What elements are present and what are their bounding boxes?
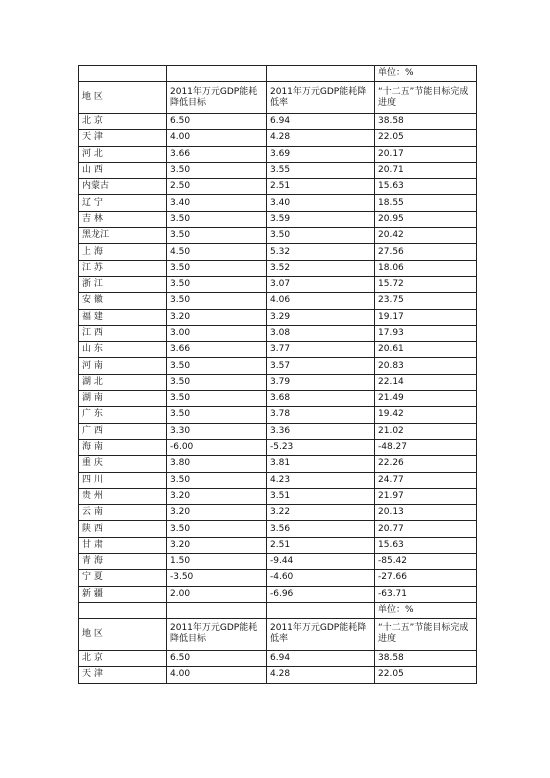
- actual-cell: 3.51: [267, 488, 375, 504]
- table-row: [79, 374, 477, 390]
- actual-cell: 3.77: [267, 342, 375, 358]
- region-cell: 河 南: [79, 358, 167, 374]
- unit-row-blank-cell: [267, 66, 375, 82]
- header-target: 2011年万元GDP能耗降低目标: [167, 82, 267, 114]
- progress-cell: 21.49: [375, 391, 477, 407]
- actual-cell: 6.94: [267, 650, 375, 666]
- progress-cell: 38.58: [375, 114, 477, 130]
- region-cell: 湖 南: [79, 391, 167, 407]
- target-cell: 3.50: [167, 260, 267, 276]
- region-cell: 浙 江: [79, 276, 167, 292]
- table-row: [79, 342, 477, 358]
- progress-cell: 20.95: [375, 211, 477, 227]
- actual-cell: 2.51: [267, 179, 375, 195]
- region-cell: 吉 林: [79, 211, 167, 227]
- region-cell: 宁 夏: [79, 570, 167, 586]
- header-row: [79, 82, 477, 114]
- target-cell: 3.50: [167, 293, 267, 309]
- actual-cell: 3.40: [267, 195, 375, 211]
- target-cell: 4.50: [167, 244, 267, 260]
- table-row: [79, 162, 477, 178]
- table-row: [79, 537, 477, 553]
- table-row: [79, 391, 477, 407]
- region-cell: 江 西: [79, 325, 167, 341]
- table-row: [79, 146, 477, 162]
- region-cell: 黑龙江: [79, 228, 167, 244]
- target-cell: -3.50: [167, 570, 267, 586]
- header-progress: “十二五”节能目标完成进度: [375, 82, 477, 114]
- actual-cell: 3.22: [267, 505, 375, 521]
- table-row: [79, 407, 477, 423]
- region-cell: 辽 宁: [79, 195, 167, 211]
- region-cell: 广 西: [79, 423, 167, 439]
- actual-cell: -5.23: [267, 439, 375, 455]
- region-cell: 天 津: [79, 667, 167, 683]
- region-cell: 北 京: [79, 114, 167, 130]
- actual-cell: -4.60: [267, 570, 375, 586]
- table-row: [79, 244, 477, 260]
- target-cell: 3.20: [167, 505, 267, 521]
- unit-row-blank-cell: [167, 602, 267, 618]
- region-cell: 青 海: [79, 554, 167, 570]
- header-progress: “十二五”节能目标完成进度: [375, 618, 477, 650]
- table-row: [79, 276, 477, 292]
- actual-cell: 3.29: [267, 309, 375, 325]
- target-cell: 6.50: [167, 114, 267, 130]
- actual-cell: 3.56: [267, 521, 375, 537]
- header-region: 地 区: [79, 618, 167, 650]
- progress-cell: -63.71: [375, 586, 477, 602]
- table-row: [79, 439, 477, 455]
- table-row: [79, 456, 477, 472]
- actual-cell: 4.28: [267, 667, 375, 683]
- table-row: [79, 114, 477, 130]
- header-actual: 2011年万元GDP能耗降低率: [267, 618, 375, 650]
- table-row: [79, 586, 477, 602]
- actual-cell: 3.36: [267, 423, 375, 439]
- target-cell: 3.20: [167, 488, 267, 504]
- target-cell: 4.00: [167, 130, 267, 146]
- table-row: [79, 309, 477, 325]
- progress-cell: 18.06: [375, 260, 477, 276]
- table-row: [79, 260, 477, 276]
- progress-cell: 20.77: [375, 521, 477, 537]
- target-cell: 1.50: [167, 554, 267, 570]
- actual-cell: 3.52: [267, 260, 375, 276]
- progress-cell: 38.58: [375, 650, 477, 666]
- target-cell: 2.00: [167, 586, 267, 602]
- table-row: [79, 179, 477, 195]
- target-cell: 3.66: [167, 342, 267, 358]
- actual-cell: 3.57: [267, 358, 375, 374]
- progress-cell: 20.13: [375, 505, 477, 521]
- actual-cell: 3.68: [267, 391, 375, 407]
- table-row: [79, 228, 477, 244]
- target-cell: 3.00: [167, 325, 267, 341]
- actual-cell: 3.07: [267, 276, 375, 292]
- actual-cell: 3.59: [267, 211, 375, 227]
- header-actual: 2011年万元GDP能耗降低率: [267, 82, 375, 114]
- progress-cell: -48.27: [375, 439, 477, 455]
- progress-cell: -27.66: [375, 570, 477, 586]
- progress-cell: 22.05: [375, 130, 477, 146]
- actual-cell: 5.32: [267, 244, 375, 260]
- target-cell: 3.40: [167, 195, 267, 211]
- target-cell: 3.30: [167, 423, 267, 439]
- progress-cell: 21.97: [375, 488, 477, 504]
- unit-row-blank-cell: [79, 602, 167, 618]
- table-row: [79, 211, 477, 227]
- progress-cell: 19.42: [375, 407, 477, 423]
- target-cell: 3.50: [167, 162, 267, 178]
- region-cell: 新 疆: [79, 586, 167, 602]
- progress-cell: 22.05: [375, 667, 477, 683]
- header-region: 地 区: [79, 82, 167, 114]
- progress-cell: 27.56: [375, 244, 477, 260]
- unit-row: [79, 66, 477, 82]
- actual-cell: 3.78: [267, 407, 375, 423]
- progress-cell: 20.83: [375, 358, 477, 374]
- actual-cell: 4.28: [267, 130, 375, 146]
- target-cell: -6.00: [167, 439, 267, 455]
- progress-cell: 15.72: [375, 276, 477, 292]
- table-row: [79, 293, 477, 309]
- region-cell: 安 徽: [79, 293, 167, 309]
- unit-row-blank-cell: [267, 602, 375, 618]
- progress-cell: 21.02: [375, 423, 477, 439]
- target-cell: 3.50: [167, 407, 267, 423]
- table-row: [79, 570, 477, 586]
- progress-cell: 18.55: [375, 195, 477, 211]
- table-row: [79, 423, 477, 439]
- region-cell: 福 建: [79, 309, 167, 325]
- progress-cell: 22.26: [375, 456, 477, 472]
- unit-label: 单位：%: [375, 66, 477, 82]
- actual-cell: 3.08: [267, 325, 375, 341]
- table-row: [79, 325, 477, 341]
- region-cell: 陕 西: [79, 521, 167, 537]
- actual-cell: 2.51: [267, 537, 375, 553]
- header-target: 2011年万元GDP能耗降低目标: [167, 618, 267, 650]
- region-cell: 云 南: [79, 505, 167, 521]
- unit-label: 单位：%: [375, 602, 477, 618]
- target-cell: 3.50: [167, 521, 267, 537]
- target-cell: 4.00: [167, 667, 267, 683]
- region-cell: 重 庆: [79, 456, 167, 472]
- target-cell: 3.50: [167, 391, 267, 407]
- actual-cell: -9.44: [267, 554, 375, 570]
- target-cell: 3.20: [167, 537, 267, 553]
- unit-row-blank-cell: [167, 66, 267, 82]
- target-cell: 6.50: [167, 650, 267, 666]
- target-cell: 3.20: [167, 309, 267, 325]
- region-cell: 山 西: [79, 162, 167, 178]
- target-cell: 2.50: [167, 179, 267, 195]
- region-cell: 上 海: [79, 244, 167, 260]
- table-row: [79, 130, 477, 146]
- table-row: [79, 195, 477, 211]
- region-cell: 海 南: [79, 439, 167, 455]
- region-cell: 江 苏: [79, 260, 167, 276]
- region-cell: 贵 州: [79, 488, 167, 504]
- region-cell: 甘 肃: [79, 537, 167, 553]
- target-cell: 3.50: [167, 374, 267, 390]
- actual-cell: 3.81: [267, 456, 375, 472]
- region-cell: 内蒙古: [79, 179, 167, 195]
- region-cell: 天 津: [79, 130, 167, 146]
- target-cell: 3.50: [167, 211, 267, 227]
- target-cell: 3.50: [167, 228, 267, 244]
- progress-cell: 15.63: [375, 179, 477, 195]
- region-cell: 河 北: [79, 146, 167, 162]
- progress-cell: 20.42: [375, 228, 477, 244]
- progress-cell: -85.42: [375, 554, 477, 570]
- region-cell: 广 东: [79, 407, 167, 423]
- progress-cell: 22.14: [375, 374, 477, 390]
- progress-cell: 19.17: [375, 309, 477, 325]
- actual-cell: 4.06: [267, 293, 375, 309]
- actual-cell: 3.69: [267, 146, 375, 162]
- target-cell: 3.50: [167, 472, 267, 488]
- unit-row-blank-cell: [79, 66, 167, 82]
- region-cell: 山 东: [79, 342, 167, 358]
- table-row: [79, 505, 477, 521]
- table-row: [79, 521, 477, 537]
- table-row: [79, 554, 477, 570]
- target-cell: 3.50: [167, 358, 267, 374]
- actual-cell: 6.94: [267, 114, 375, 130]
- progress-cell: 20.17: [375, 146, 477, 162]
- unit-row: [79, 602, 477, 618]
- progress-cell: 24.77: [375, 472, 477, 488]
- actual-cell: 3.50: [267, 228, 375, 244]
- actual-cell: 3.55: [267, 162, 375, 178]
- region-cell: 四 川: [79, 472, 167, 488]
- table-row: [79, 488, 477, 504]
- table-row: [79, 667, 477, 683]
- progress-cell: 20.61: [375, 342, 477, 358]
- actual-cell: -6.96: [267, 586, 375, 602]
- energy-consumption-table: [78, 65, 477, 684]
- target-cell: 3.66: [167, 146, 267, 162]
- progress-cell: 23.75: [375, 293, 477, 309]
- table-row: [79, 472, 477, 488]
- table-row: [79, 650, 477, 666]
- progress-cell: 20.71: [375, 162, 477, 178]
- target-cell: 3.50: [167, 276, 267, 292]
- table-row: [79, 358, 477, 374]
- region-cell: 北 京: [79, 650, 167, 666]
- actual-cell: 3.79: [267, 374, 375, 390]
- progress-cell: 15.63: [375, 537, 477, 553]
- progress-cell: 17.93: [375, 325, 477, 341]
- region-cell: 湖 北: [79, 374, 167, 390]
- header-row: [79, 618, 477, 650]
- actual-cell: 4.23: [267, 472, 375, 488]
- target-cell: 3.80: [167, 456, 267, 472]
